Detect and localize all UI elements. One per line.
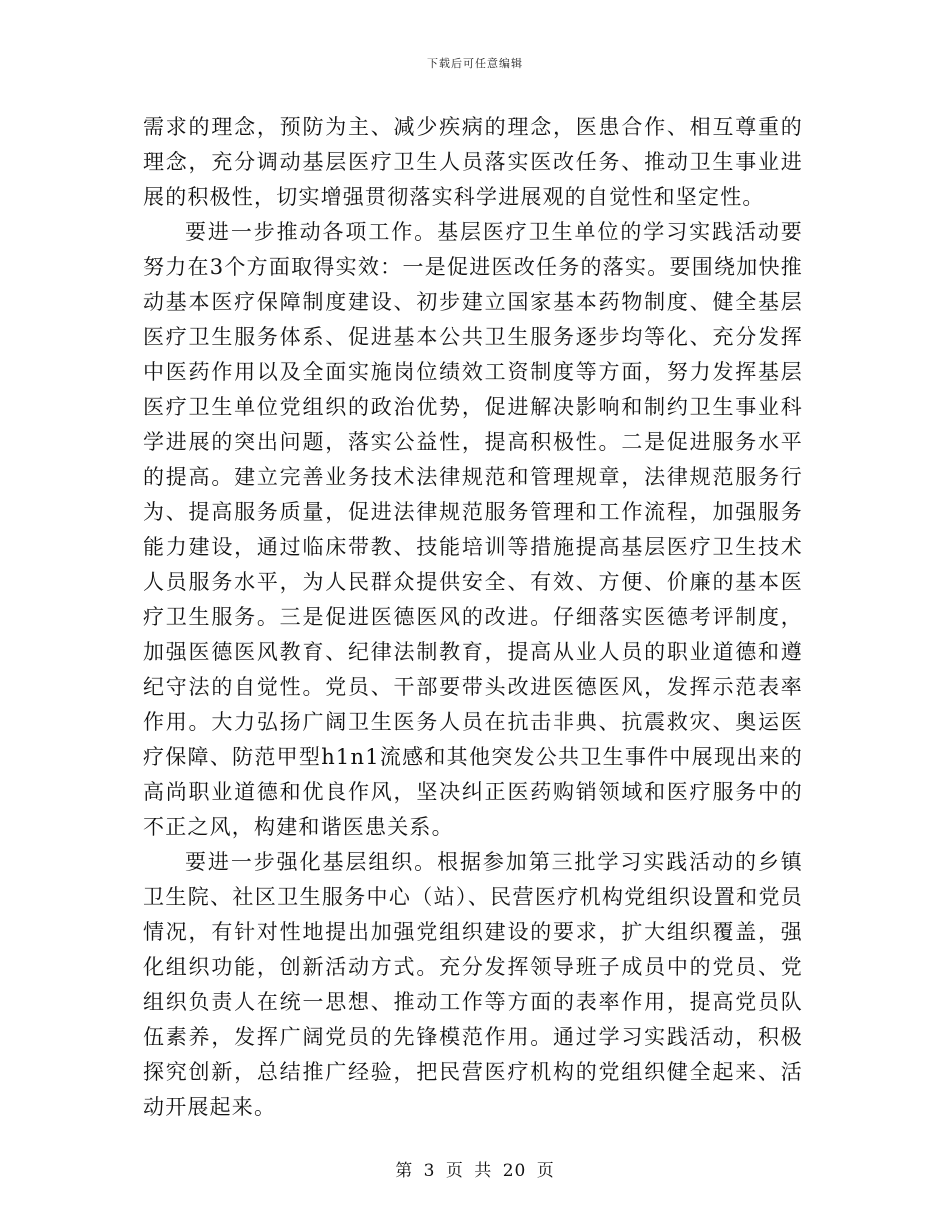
header-note: 下载后可任意编辑 — [427, 57, 523, 70]
paragraph-continuation: 需求的理念，预防为主、减少疾病的理念，医患合作、相互尊重的理念，充分调动基层医疗卫生人员落实医改任务、推动卫生事业进展的积极性，切实增强贯彻落实科学进展观的自觉性和坚定性。 — [143, 115, 803, 209]
document-body — [143, 110, 803, 1125]
paragraph-work-promotion: 要进一步推动各项工作。基层医疗卫生单位的学习实践活动要努力在3个方面取得实效：一是促进医改任务的落实。要围绕加快推动基本医疗保障制度建设、初步建立国家基本药物制度、健全基层医疗卫生服务体系、促进基本公共卫生服务逐步均等化、充分发挥中医药作用以及全面实施岗位绩效工资制度等方面，努力发挥基层医疗卫生单位党组织的政治优势，促进解决影响和制约卫生事业科学进展的突出问题，落实公益性，提高积极性。二是促进服务水平的提高。建立完善业务技术法律规范和管理规章，法律规范服务行为、提高服务质量，促进法律规范服务管理和工作流程，加强服务能力建设，通过临床带教、技能培训等措施提高基层医疗卫生技术人员服务水平，为人民群众提供安全、有效、方便、价廉的基本医疗卫生服务。三是促进医德医风的改进。仔细落实医德考评制度，加强医德医风教育、纪律法制教育，提高从业人员的职业道德和遵纪守法的自觉性。党员、干部要带头改进医德医风，发挥示范表率作用。大力弘扬广阔卫生医务人员在抗击非典、抗震救灾、奥运医疗保障、防范甲型h1n1流感和其他突发公共卫生事件中展现出来的高尚职业道德和优良作风，坚决纠正医药购销领域和医疗服务中的不正之风，构建和谐医患关系。 — [143, 220, 803, 839]
page-number: 第 3 页 共 20 页 — [395, 1161, 555, 1181]
paragraph-grassroots-organization: 要进一步强化基层组织。根据参加第三批学习实践活动的乡镇卫生院、社区卫生服务中心（站）、民营医疗机构党组织设置和党员情况，有针对性地提出加强党组织建设的要求，扩大组织覆盖，强化组织功能，创新活动方式。充分发挥领导班子成员中的党员、党组织负责人在统一思想、推动工作等方面的表率作用，提高党员队伍素养，发挥广阔党员的先锋模范作用。通过学习实践活动，积极探究创新，总结推广经验，把民营医疗机构的党组织健全起来、活动开展起来。 — [143, 850, 803, 1119]
